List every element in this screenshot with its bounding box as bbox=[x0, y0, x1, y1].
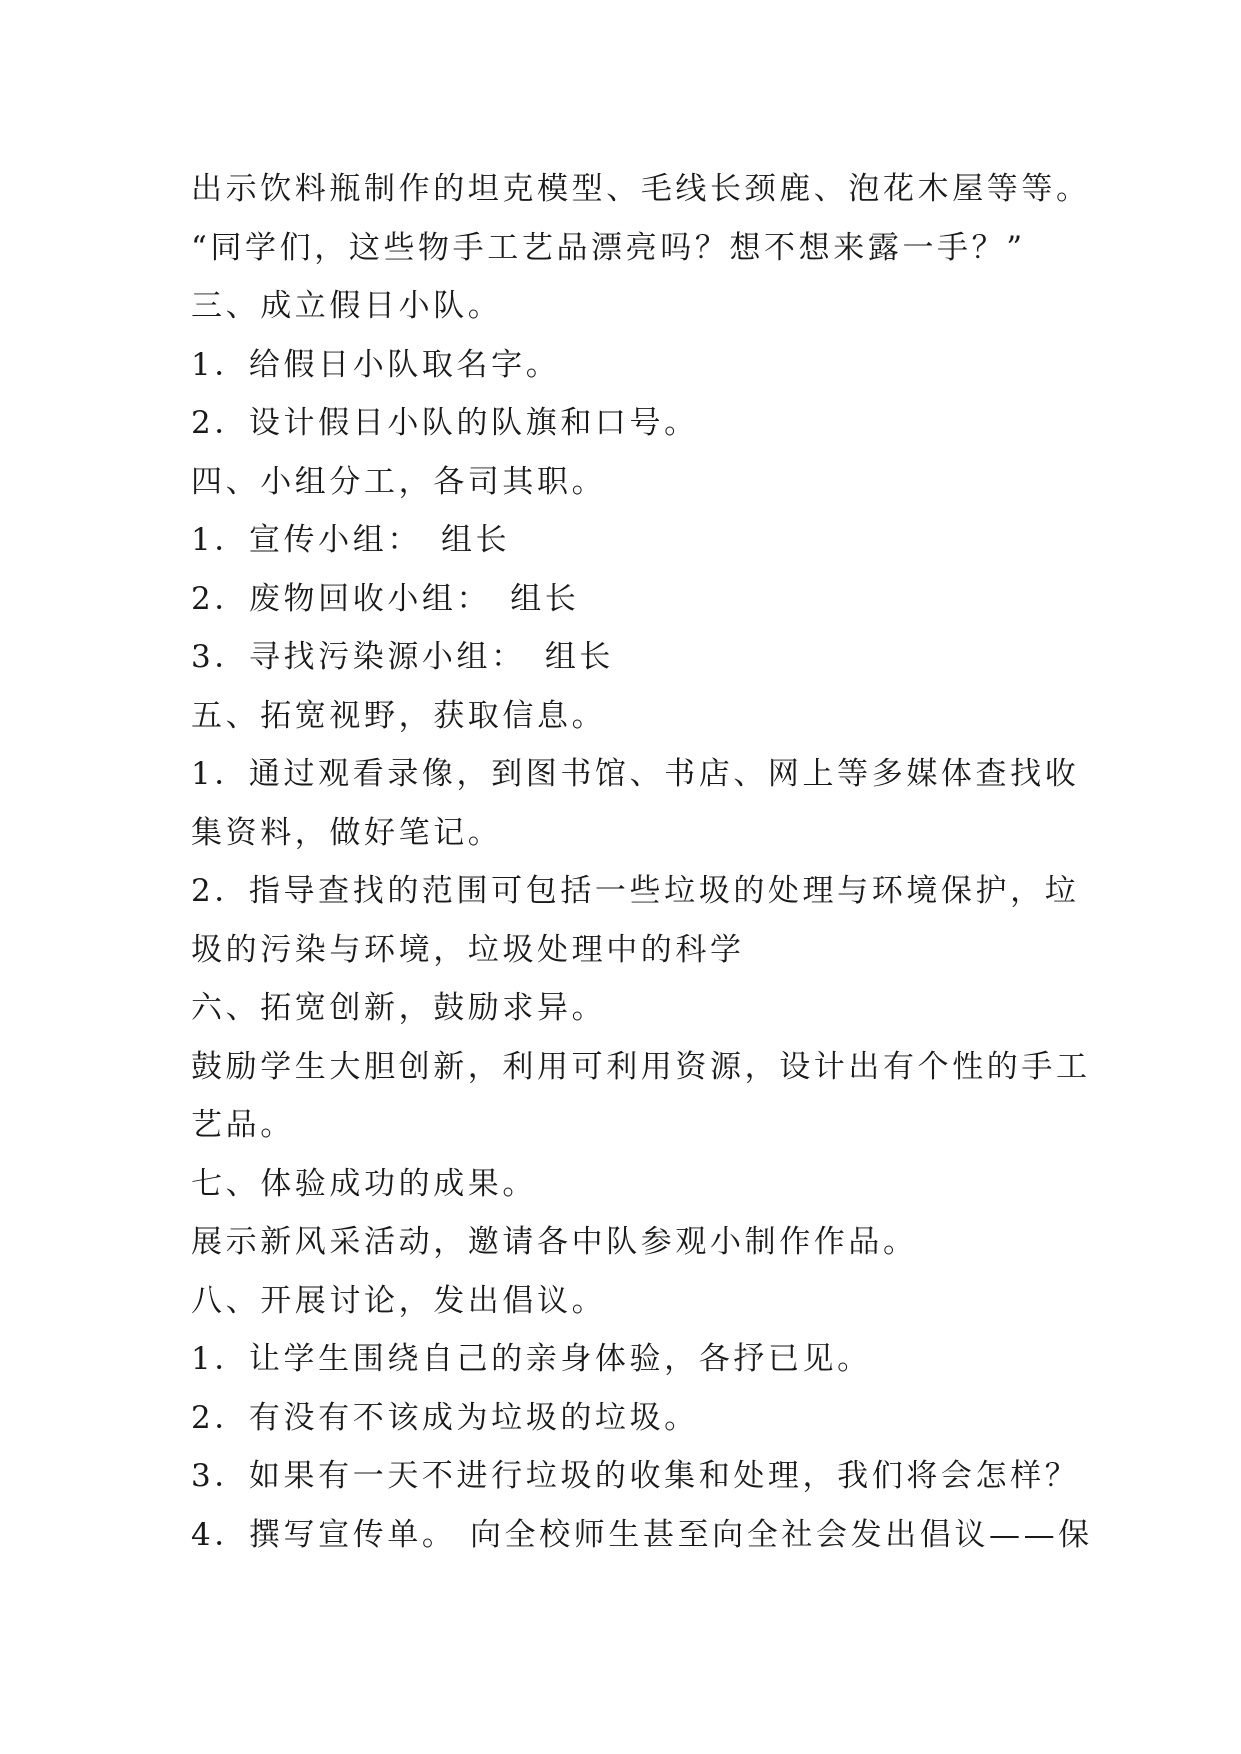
list-item: 1．给假日小队取名字。 bbox=[191, 346, 561, 383]
section-heading: 八、开展讨论，发出倡议。 bbox=[191, 1282, 607, 1319]
section-heading: 五、拓宽视野，获取信息。 bbox=[191, 697, 607, 734]
list-item: 3．如果有一天不进行垃圾的收集和处理，我们将会怎样？ bbox=[191, 1458, 1080, 1494]
text-line: 鼓励学生大胆创新，利用可利用资源，设计出有个性的手工 bbox=[191, 1048, 1091, 1085]
text-line: 集资料，做好笔记。 bbox=[191, 814, 503, 851]
text-line: 圾的污染与环境，垃圾处理中的科学 bbox=[191, 931, 745, 968]
list-item: 2．设计假日小队的队旗和口号。 bbox=[191, 405, 699, 441]
section-heading: 三、成立假日小队。 bbox=[191, 288, 503, 324]
list-item: 2．有没有不该成为垃圾的垃圾。 bbox=[191, 1399, 699, 1436]
text-line: 出示饮料瓶制作的坦克模型、毛线长颈鹿、泡花木屋等等。 bbox=[191, 171, 1091, 207]
text-line: 展示新风采活动，邀请各中队参观小制作作品。 bbox=[191, 1224, 918, 1260]
text-line: 艺品。 bbox=[191, 1107, 295, 1143]
list-item: 2．废物回收小组： 组长 bbox=[191, 580, 580, 617]
section-heading: 四、小组分工，各司其职。 bbox=[191, 463, 607, 500]
list-item: 2．指导查找的范围可包括一些垃圾的处理与环境保护，垃 bbox=[191, 873, 1080, 909]
list-item: 1．宣传小组： 组长 bbox=[191, 522, 511, 558]
section-heading: 七、体验成功的成果。 bbox=[191, 1165, 537, 1202]
section-heading: 六、拓宽创新，鼓励求异。 bbox=[191, 990, 607, 1026]
text-line: “同学们，这些物手工艺品漂亮吗？想不想来露一手？” bbox=[191, 229, 1026, 266]
document-body bbox=[191, 160, 1093, 1564]
list-item: 4．撰写宣传单。 向全校师生甚至向全社会发出倡议——保 bbox=[191, 1516, 1093, 1553]
list-item: 1．通过观看录像，到图书馆、书店、网上等多媒体查找收 bbox=[191, 756, 1080, 792]
list-item: 3．寻找污染源小组： 组长 bbox=[191, 639, 615, 675]
list-item: 1．让学生围绕自己的亲身体验，各抒已见。 bbox=[191, 1341, 872, 1377]
